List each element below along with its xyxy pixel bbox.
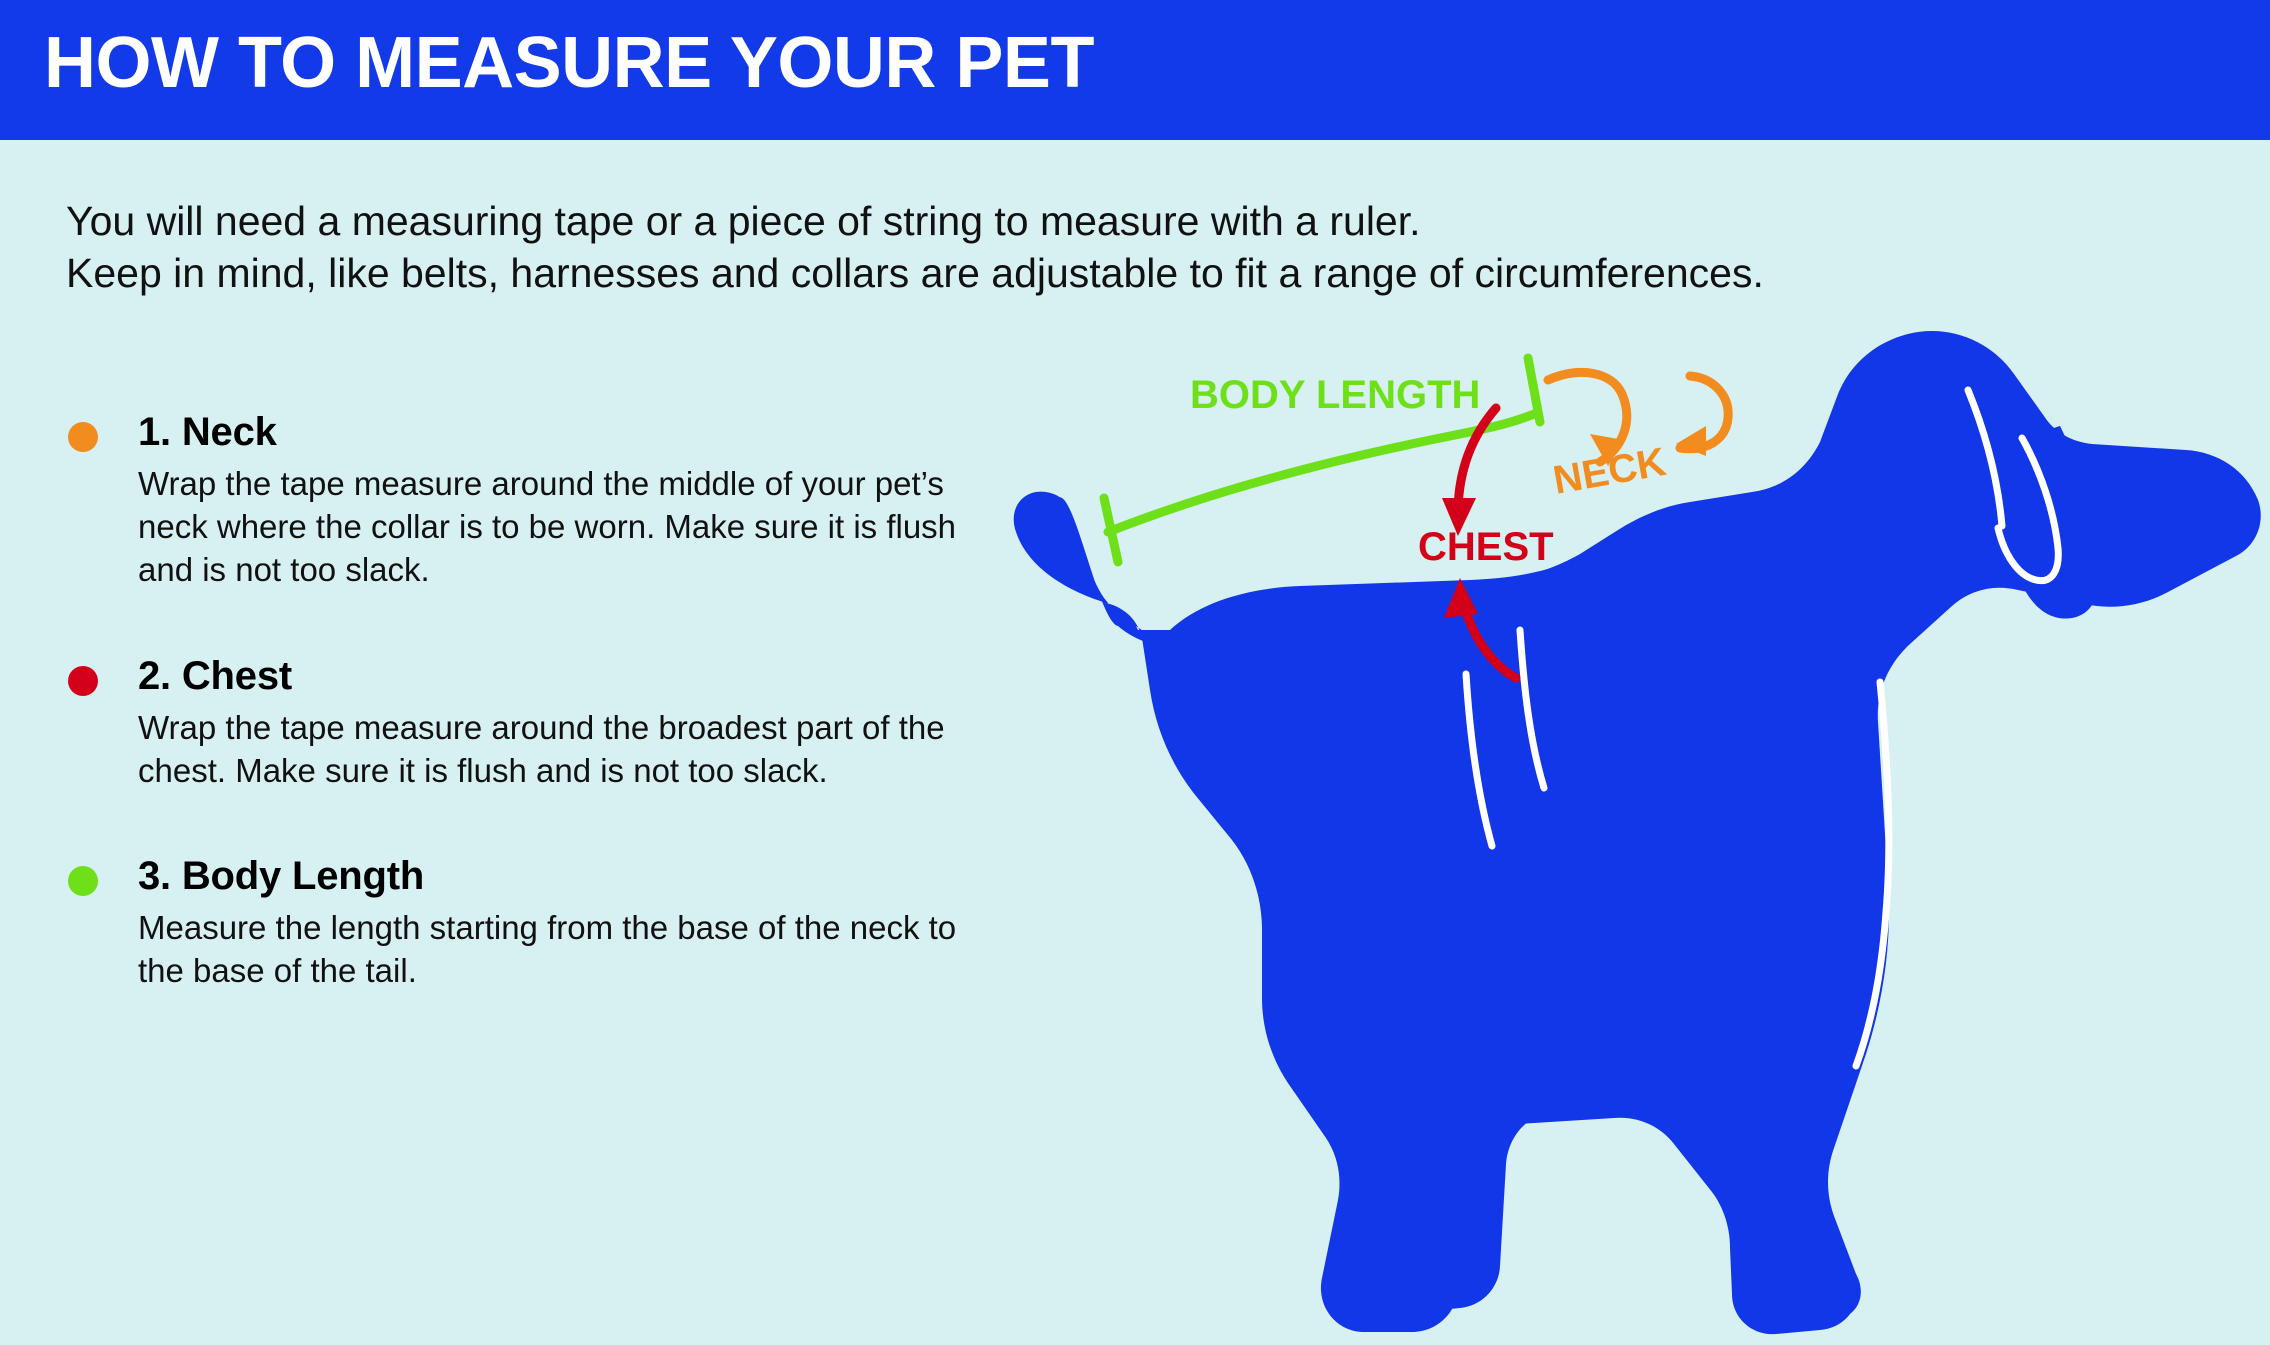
step-item-neck bbox=[60, 410, 1010, 592]
bullet-chest-icon bbox=[68, 666, 98, 696]
intro-text bbox=[66, 195, 1766, 300]
body-length-label: BODY LENGTH bbox=[1190, 373, 1481, 417]
intro-line-1: You will need a measuring tape or a piece of string to measure with a ruler. bbox=[66, 198, 1421, 244]
step-item-chest bbox=[60, 654, 1010, 793]
neck-measure-icon bbox=[1548, 372, 1728, 502]
steps-list bbox=[60, 410, 1010, 1055]
step-item-body-length bbox=[60, 854, 1010, 993]
step-description-neck: Wrap the tape measure around the middle of your pet’s neck where the collar is to be worn. Make sure it is flush and is not too slack. bbox=[138, 465, 957, 588]
step-description-body-length: Measure the length starting from the base of the neck to the base of the tail. bbox=[138, 909, 957, 990]
intro-line-2: Keep in mind, like belts, harnesses and collars are adjustable to fit a range of circumferences. bbox=[66, 250, 1764, 297]
page-title: HOW TO MEASURE YOUR PET bbox=[44, 23, 1094, 103]
dog-diagram bbox=[1000, 330, 2270, 1345]
step-description-chest: Wrap the tape measure around the broadest part of the chest. Make sure it is flush and is not too slack. bbox=[138, 708, 945, 789]
step-title-neck: 1. Neck bbox=[138, 410, 277, 454]
neck-label: NECK bbox=[1549, 439, 1670, 503]
header-bar bbox=[0, 0, 2270, 140]
bullet-neck-icon bbox=[68, 422, 98, 452]
step-title-chest: 2. Chest bbox=[138, 653, 293, 698]
chest-label: CHEST bbox=[1418, 525, 1554, 569]
step-title-body-length: 3. Body Length bbox=[138, 854, 425, 899]
bullet-body-length-icon bbox=[68, 866, 98, 896]
